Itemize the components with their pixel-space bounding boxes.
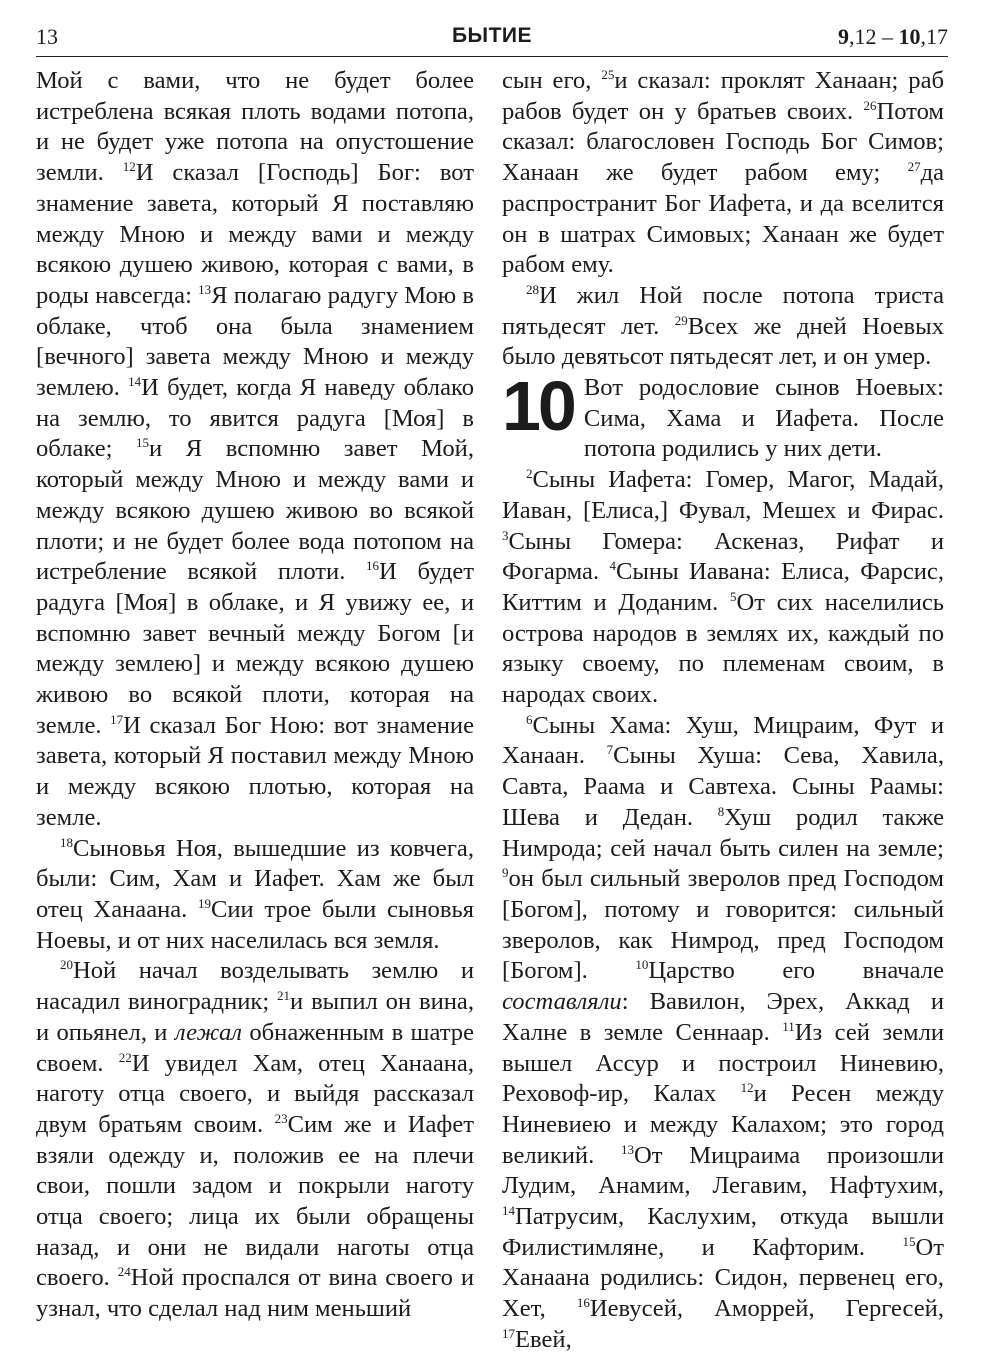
verse-number: 2 — [526, 465, 533, 481]
paragraph — [36, 66, 474, 834]
range-end-chapter: 10 — [898, 24, 921, 49]
verse-text: Сыны Хуша: Сева, Хавила, Савта, Раама и Савтеха. Сыны Раамы: Шева и Дедан. — [502, 742, 944, 831]
verse-number: 24 — [117, 1264, 131, 1280]
verse-number: 12 — [122, 158, 136, 174]
verse-text: От Ханаана родились: Сидон, первенец его, Хет, — [502, 1233, 944, 1323]
verse-number: 28 — [526, 281, 539, 297]
verse-text: сын его, — [502, 67, 602, 94]
paragraph — [502, 281, 944, 373]
verse-number: 27 — [907, 158, 921, 174]
verse-number: 15 — [136, 435, 150, 451]
verse-text: и Я вспомню завет Мой, который между Мною и между вами и между всякою душею живою во всякой плоти; и не будет более вода потопом на истребление всякой плоти. — [36, 435, 474, 586]
verse-number: 19 — [197, 895, 211, 911]
verse-text: Всех же дней Ноевых было девятьсот пятьдесят лет, и он умер. — [502, 312, 944, 371]
verse-number: 20 — [60, 957, 73, 973]
verse-text: и сказал: проклят Ханаан; раб рабов будет он у братьев своих. — [502, 67, 945, 125]
verse-number: 10 — [635, 957, 649, 973]
page-number: 13 — [36, 24, 58, 49]
paragraph — [36, 956, 474, 1324]
verse-number: 15 — [902, 1233, 916, 1249]
verse-text: И сказал [Господь] Бог: вот знамение завета, который Я поставляю между Мною и между вами и между всякою душею живою, которая с вами, в роды навсегда: — [36, 159, 474, 309]
verse-text: Ной начал возделывать землю и насадил виноградник; — [36, 957, 474, 1016]
verse-number: 23 — [274, 1110, 288, 1126]
range-start-verse: 12 — [854, 24, 877, 49]
verse-number: 16 — [576, 1294, 590, 1310]
left-column — [36, 66, 474, 1325]
verse-number: 5 — [729, 588, 737, 604]
italic-word: лежал — [174, 1018, 243, 1046]
book-title: БЫТИЕ — [451, 24, 533, 47]
verse-text: От Мицраима произошли Лудим, Анамим, Легавим, Нафтухим, — [502, 1141, 944, 1200]
verse-number: 11 — [782, 1018, 795, 1034]
verse-number: 8 — [717, 803, 725, 819]
paragraph — [502, 66, 944, 281]
verse-number: 13 — [620, 1141, 634, 1157]
paragraph — [502, 367, 944, 465]
verse-number: 14 — [128, 373, 142, 389]
verse-text: Сим же и Иафет взяли одежду и, положив ее на плечи свои, пошли задом и покрыли наготу отца своего; лица их были обращены назад, и они не видали наготы отца своего. — [36, 1110, 474, 1292]
verse-number: 21 — [277, 987, 291, 1003]
verse-text: От сих населились острова народов в землях их, каждый по языку своему, по племенам своим, в народах своих. — [502, 588, 944, 709]
verse-text: Сии трое были сыновья Ноевы, и от них населилась вся земля. — [36, 895, 474, 954]
verse-number: 16 — [366, 558, 380, 574]
verse-text: И будет, когда Я наведу облако на землю, то явится радуга [Моя] в облаке; — [36, 374, 474, 463]
verse-text: и выпил он вина, и опьянел, и — [36, 988, 474, 1046]
verse-text: Я полагаю радугу Мою в облаке, чтоб она была знамением [вечного] завета между Мною и между землею. — [36, 281, 474, 402]
verse-number: 6 — [526, 711, 533, 727]
verse-number: 3 — [502, 527, 509, 543]
chapter-number: 10 — [502, 367, 574, 446]
range-separator: – — [876, 24, 899, 49]
verse-text: И будет радуга [Моя] в облаке, и Я увижу ее, и вспомню завет вечный между Богом [и между землею] и между всякою душею живою во всякой плоти, которая на земле. — [36, 558, 474, 739]
verse-text: Евей, — [515, 1325, 572, 1353]
range-start-chapter: 9 — [838, 24, 849, 49]
verse-number: 26 — [863, 97, 877, 113]
verse-number: 25 — [601, 66, 615, 82]
verse-number: 17 — [502, 1325, 515, 1341]
right-column — [502, 66, 944, 1356]
verse-text: Вот родословие сынов Ноевых: Сима, Хама и Иафета. После потопа родились у них дети. — [583, 374, 944, 463]
paragraph — [502, 465, 944, 711]
verse-number: 22 — [118, 1049, 132, 1065]
verse-text: Сыновья Ноя, вышедшие из ковчега, были: Сим, Хам и Иафет. Хам же был отец Ханаана. — [36, 834, 474, 923]
verse-text: Иевусей, Аморрей, Гергесей, — [589, 1295, 944, 1323]
verse-text: Царство его вначале — [648, 957, 944, 985]
paragraph — [36, 834, 474, 957]
verse-text: И сказал Бог Ною: вот знамение завета, который Я поставил между Мною и между всякою плотью, которая на земле. — [36, 711, 474, 831]
italic-word: составляли — [502, 988, 622, 1016]
verse-number: 12 — [740, 1080, 754, 1096]
verse-text: да распространит Бог Иафета, и да вселится он в шатрах Симовых; Ханаан же будет рабом ему. — [502, 159, 944, 279]
verse-number: 4 — [609, 558, 616, 574]
verse-text: Сыны Хама: Хуш, Мицраим, Фут и Ханаан. — [502, 711, 944, 770]
verse-number: 13 — [198, 281, 212, 297]
verse-text: Сыны Иавана: Елиса, Фарсис, Киттим и Доданим. — [502, 558, 945, 616]
verse-number: 14 — [502, 1202, 515, 1218]
verse-number: 17 — [110, 711, 124, 727]
verse-number: 9 — [502, 865, 509, 881]
verse-text: Сыны Гомера: Аскеназ, Рифат и Фогарма. — [502, 527, 944, 586]
verse-text: Из сей земли вышел Ассур и построил Ниневию, Реховоф-ир, Калах — [502, 1018, 944, 1108]
range-end-verse: 17 — [926, 24, 948, 49]
verse-range: 9,12 – 10,17 — [838, 24, 948, 49]
verse-text: Ной проспался от вина своего и узнал, что сделал над ним меньший — [36, 1264, 474, 1323]
verse-text: И увидел Хам, отец Ханаана, наготу отца своего, и выйдя рассказал двум братьям своим. — [36, 1049, 474, 1138]
paragraph — [502, 711, 944, 1356]
verse-text: Сыны Иафета: Гомер, Магог, Мадай, Иаван, [Елиса,] Фувал, Мешех и Фирас. — [502, 466, 944, 524]
verse-text: и Ресен между Ниневиею и между Калахом; это город великий. — [502, 1080, 944, 1169]
verse-text: : Вавилон, Эрех, Аккад и Халне в земле Сеннаар. — [502, 988, 944, 1046]
running-header — [36, 22, 948, 57]
verse-text: И жил Ной после потопа триста пятьдесят лет. — [502, 281, 944, 340]
verse-text: он был сильный зверолов пред Господом [Богом], потому и говорится: сильный зверолов, как Нимрод, пред Господом [Богом]. — [502, 865, 944, 985]
verse-number: 18 — [60, 834, 73, 850]
verse-text: Хуш родил также Нимрода; сей начал быть силен на земле; — [502, 803, 944, 862]
verse-text: Патрусим, Каслухим, откуда вышли Филистимляне, и Кафторим. — [502, 1203, 944, 1261]
verse-number: 7 — [606, 742, 614, 758]
verse-text: обнаженным в шатре своем. — [36, 1018, 474, 1077]
verse-text: Мой с вами, что не будет более истреблена всякая плоть водами потопа, и не будет уже потопа на опустошение земли. — [36, 67, 474, 187]
verse-text: Потом сказал: благословен Господь Бог Симов; Ханаан же будет рабом ему; — [502, 97, 944, 187]
verse-number: 29 — [674, 312, 688, 328]
